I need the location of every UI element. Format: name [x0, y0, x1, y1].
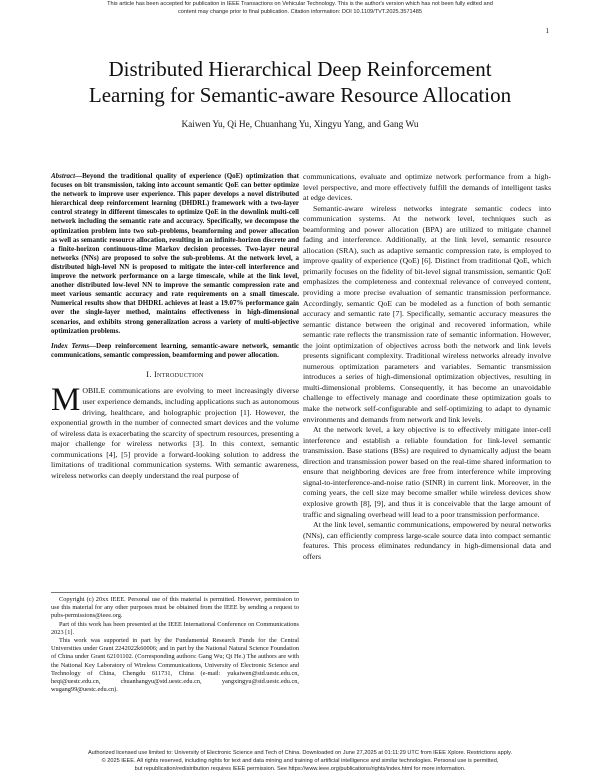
body-paragraph-1: communications, evaluate and optimize network performance from a high-level perspective, and more effectively fulfill the demands of intelligent tasks at edge devices.: [303, 172, 551, 203]
paper-title: [40, 56, 560, 108]
intro-lead-caps: OBILE: [82, 386, 106, 396]
footnote-copyright: Copyright (c) 20xx IEEE. Personal use of this material is permitted. However, permission to use this material for any other purposes must be obtained from the IEEE by sending a request to pubs-permissions@ieee.org.: [51, 596, 299, 620]
footnote-conference: Part of this work has been presented at the IEEE International Conference on Communications 2023 [1].: [51, 620, 299, 636]
title-line-1: Distributed Hierarchical Deep Reinforcement: [108, 57, 492, 81]
index-terms-text: —Deep reinforcement learning, semantic-aware network, semantic communications, semantic compression, beamforming and power allocation.: [51, 341, 300, 359]
body-paragraph-3: At the network level, a key objective is to effectively mitigate inter-cell interference and establish a reliable foundation for link-level semantic transmission. Base stations (BSs) are required to dynamically adjust the beam direction and transmission power based on the real-time shared information to ensure that neighboring devices are free from interference while improving signal-to-interference-and-noise ratio (SINR) in current link. Moreover, in the coming years, the cell size may become smaller while wireless devices show explosive growth [8], [9], and thus it is conceivable that the large amount of traffic and signaling overhead will lead to a poor transmission performance.: [303, 425, 551, 519]
index-terms: [51, 342, 299, 360]
intro-paragraph: [51, 382, 299, 481]
left-column: [51, 172, 299, 481]
title-line-2: Learning for Semantic-aware Resource Allocation: [88, 83, 512, 107]
abstract-label: Abstract: [51, 172, 76, 180]
notice-line-1: This article has been accepted for publication in IEEE Transactions on Vehicular Technology. This is the author's version which has not been fully edited and: [107, 1, 493, 7]
index-terms-label: Index Terms: [51, 341, 90, 350]
publication-notice: [0, 0, 600, 16]
footer-line-2: © 2025 IEEE. All rights reserved, including rights for text and data mining and training of artificial intelligence and similar technologies. Personal use is permitted,: [101, 757, 499, 764]
drop-cap: M: [51, 382, 81, 419]
license-footer: [0, 750, 600, 773]
footnote-funding: This work was supported in part by the Fundamental Research Funds for the Central Universities under Grant 2242022k60006; and in part by the National Natural Science Foundation of China under Grant 62101102. (Corresponding authors: Gang Wu; Qi He.) The authors are with the National Key Laboratory of Wireless Communications, University of Electronic Science and Technology of China, Chengdu 611731, China (e-mail: yukaiwen@std.uestc.edu.cn, heqi@uestc.edu.cn, chuanhangyu@std.uestc.edu.cn, yangxingyu@std.uestc.edu.cn, wugang99@uestc.edu.cn).: [51, 637, 299, 694]
intro-text: communications are evolving to meet increasingly diverse user experience demands, including applications such as autonomous driving, healthcare, and holographic projection [1]. However, the exponential growth in the number of connected smart devices and the volume of wireless data is exacerbating the scarcity of spectrum resources, presenting a major challenge for wireless networks [3]. In this context, semantic communications [4], [5] provide a forward-looking solution to address the limitations of traditional communication systems. With semantic awareness, wireless networks can deeply understand the real purpose of: [51, 386, 299, 480]
author-list: Kaiwen Yu, Qi He, Chuanhang Yu, Xingyu Yang, and Gang Wu: [181, 120, 419, 130]
page-number: 1: [545, 27, 549, 35]
body-paragraph-2: Semantic-aware wireless networks integrate semantic codecs into communication systems. At the network level, techniques such as beamforming and power allocation (BPA) are utilized to mitigate channel fading and interference. Additionally, at the link level, semantic resource allocation (SRA), such as adaptive semantic compression rate, is employed to improve quality of experience (QoE) [6]. Distinct from traditional QoE, which primarily focuses on the fidelity of bit-level signal transmission, semantic QoE emphasizes the completeness and contextual relevance of conveyed content, providing a more precise evaluation of semantic transmission performance. Accordingly, semantic QoE can be modeled as a function of both semantic accuracy and semantic rate [7]. Specifically, semantic accuracy measures the semantic distance between the original and recovered information, while semantic rate reflects the transmission rate of semantic information. However, the joint optimization of objectives across both the network and link levels presents significant complexity. Traditional wireless networks already involve numerous optimization parameters and variables. Semantic transmission introduces a series of high-dimensional optimization objectives, resulting in multi-dimensional problems. Consequently, it has become an unavoidable challenge to effectively manage and coordinate these optimization goals to make the network self-configurable and self-optimizing to adapt to dynamic environments and demands from network and link levels.: [303, 203, 551, 424]
footnotes: [51, 592, 299, 694]
abstract: [51, 172, 299, 336]
abstract-text: —Beyond the traditional quality of experience (QoE) optimization that focuses on bit transmission, taking into account semantic QoE can better optimize the network to improve user experience. This paper develops a novel distributed hierarchical deep reinforcement learning (DHDRL) framework with a two-layer control strategy in different timescales to optimize QoE in the downlink multi-cell network including the semantic rate and accuracy. Specifically, we decompose the optimization problem into two sub-problems, beamforming and power allocation as well as semantic resource allocation, resulting in an infinite-horizon discrete and a finite-horizon continuous-time Markov decision processes. Two-layer neural networks (NNs) are proposed to solve the sub-problems. At the network level, a distributed high-level NN is proposed to mitigate the inter-cell interference and improve the network performance on a large timescale, while at the link level, another distributed low-level NN to improve the semantic compression rate and meet various semantic accuracy and rate requirements on a small timescale. Numerical results show that DHDRL achieves at least a 19.07% performance gain over the single-layer method, maintains effectiveness in high-dimensional scenarios, and exhibits strong generalization across a variety of multi-objective optimization problems.: [51, 172, 299, 335]
right-column: [303, 172, 551, 562]
section-heading-introduction: I. Introduction: [146, 369, 204, 379]
footer-line-1: Authorized licensed use limited to: University of Electronic Science and Tech of China. Downloaded on June 27,2025 at 01:11:29 UTC from IEEE Xplore. Restrictions apply.: [87, 750, 513, 756]
body-paragraph-4: At the link level, semantic communications, empowered by neural networks (NNs), can efficiently compress large-scale source data into compact semantic features. This process eliminates redundancy in high-dimensional data and offers: [303, 520, 551, 561]
notice-line-2: content may change prior to final publication. Citation information: DOI 10.1109/TVT.2025.3571485: [178, 9, 422, 15]
footer-line-3: but republication/redistribution requires IEEE permission. See https://www.ieee.org/publications/rights/index.html for more information.: [134, 765, 466, 772]
